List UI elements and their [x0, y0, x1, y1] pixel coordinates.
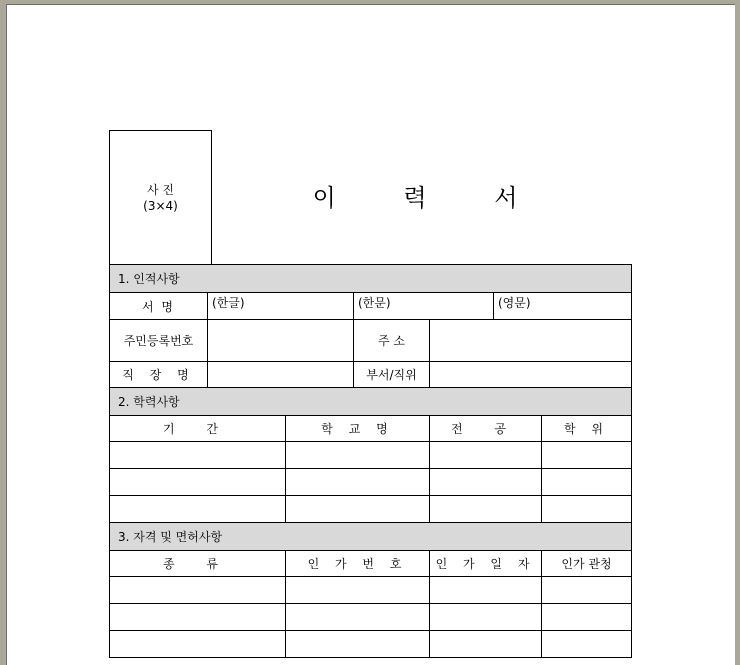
photo-size: (3×4) [143, 199, 178, 213]
dept-label: 부서/직위 [354, 362, 430, 388]
edu-col-school: 학 교 명 [286, 416, 430, 442]
lic-cell[interactable] [110, 577, 286, 604]
edu-cell[interactable] [286, 469, 430, 496]
name-hangul-field[interactable]: (한글) [208, 293, 354, 320]
edu-cell[interactable] [110, 496, 286, 523]
lic-cell[interactable] [542, 577, 632, 604]
document-title: 이 력 서 [312, 184, 548, 212]
dept-field[interactable] [430, 362, 632, 388]
edu-cell[interactable] [542, 496, 632, 523]
edu-col-degree: 학 위 [542, 416, 632, 442]
lic-col-type: 종 류 [110, 551, 286, 577]
name-english-field[interactable]: (영문) [494, 293, 632, 320]
edu-col-period: 기 간 [110, 416, 286, 442]
workplace-label: 직 장 명 [110, 362, 208, 388]
photo-label: 사 진 [147, 183, 174, 197]
edu-cell[interactable] [286, 442, 430, 469]
name-label: 서 명 [110, 293, 208, 320]
lic-cell[interactable] [430, 604, 542, 631]
edu-cell[interactable] [110, 469, 286, 496]
workplace-field[interactable] [208, 362, 354, 388]
edu-cell[interactable] [542, 442, 632, 469]
lic-col-date: 인 가 일 자 [430, 551, 542, 577]
lic-cell[interactable] [286, 577, 430, 604]
edu-cell[interactable] [286, 496, 430, 523]
lic-cell[interactable] [542, 604, 632, 631]
section-heading-licenses: 3. 자격 및 면허사항 [110, 523, 632, 551]
edu-cell[interactable] [110, 442, 286, 469]
lic-col-authority: 인가 관청 [542, 551, 632, 577]
edu-cell[interactable] [430, 469, 542, 496]
section-heading-personal: 1. 인적사항 [110, 265, 632, 293]
name-hanja-field[interactable]: (한문) [354, 293, 494, 320]
lic-cell[interactable] [430, 631, 542, 658]
resume-form [109, 264, 632, 658]
lic-cell[interactable] [286, 604, 430, 631]
edu-col-major: 전 공 [430, 416, 542, 442]
edu-cell[interactable] [430, 442, 542, 469]
edu-cell[interactable] [542, 469, 632, 496]
address-field[interactable] [430, 320, 632, 362]
lic-cell[interactable] [286, 631, 430, 658]
resident-no-field[interactable] [208, 320, 354, 362]
resident-no-label: 주민등록번호 [110, 320, 208, 362]
edu-cell[interactable] [430, 496, 542, 523]
lic-cell[interactable] [430, 577, 542, 604]
photo-placeholder[interactable] [109, 130, 212, 265]
lic-cell[interactable] [542, 631, 632, 658]
lic-cell[interactable] [110, 631, 286, 658]
section-heading-education: 2. 학력사항 [110, 388, 632, 416]
lic-col-number: 인 가 번 호 [286, 551, 430, 577]
lic-cell[interactable] [110, 604, 286, 631]
address-label: 주 소 [354, 320, 430, 362]
